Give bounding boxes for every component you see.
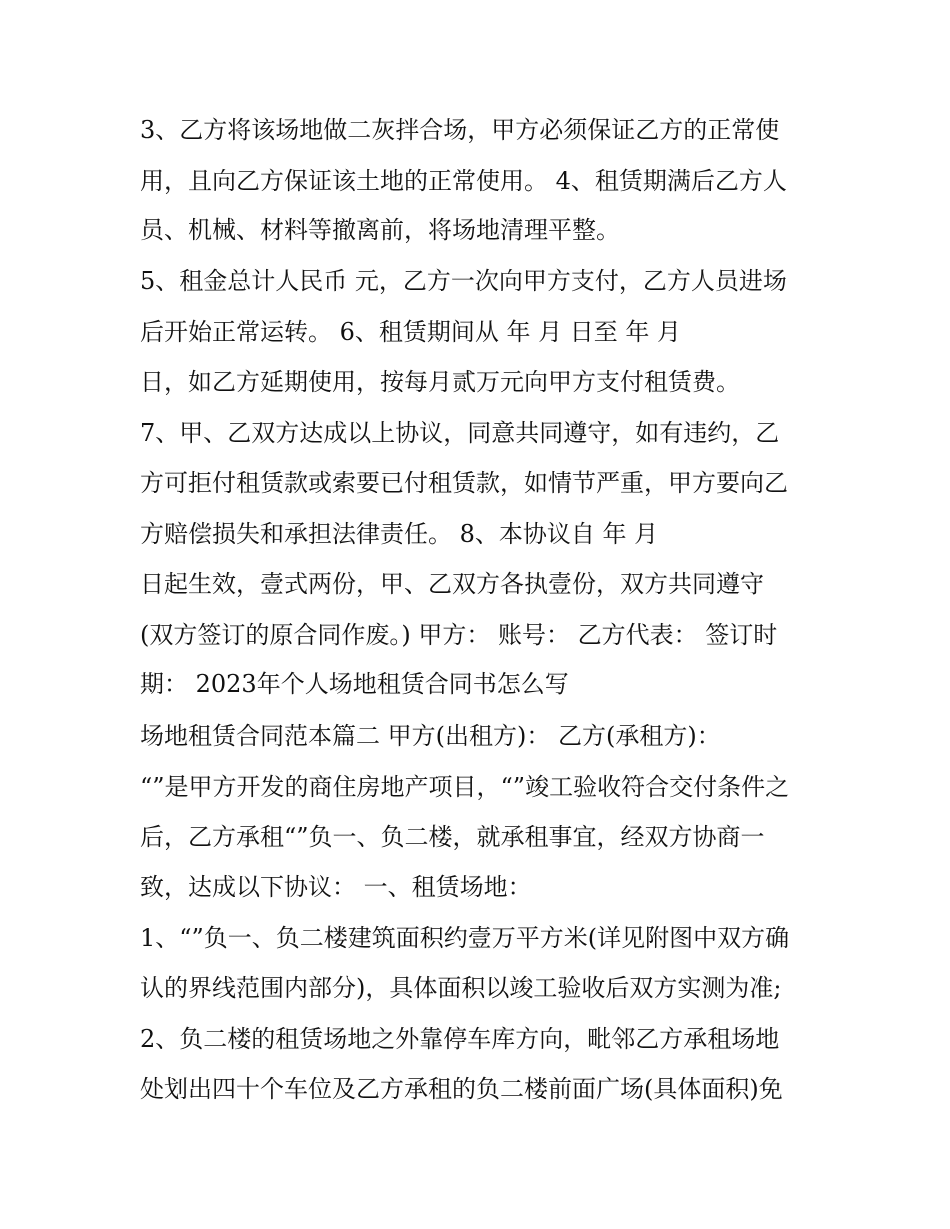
text-line: 3、乙方将该场地做二灰拌合场，甲方必须保证乙方的正常使 — [140, 116, 780, 144]
text-line: 5、租金总计人民币 元，乙方一次向甲方支付，乙方人员进场 — [140, 267, 787, 295]
text-line: 后，乙方承租“”负一、负二楼，就承租事宜，经双方协商一 — [140, 823, 765, 851]
text-line: 处划出四十个车位及乙方承租的负二楼前面广场(具体面积)免 — [140, 1075, 783, 1103]
text-line: 场地租赁合同范本篇二 甲方(出租方)： 乙方(承租方)： — [140, 722, 721, 750]
text-line: 期： 2023年个人场地租赁合同书怎么写 — [140, 670, 569, 698]
text-line: 日，如乙方延期使用，按每月贰万元向甲方支付租赁费。 — [140, 368, 740, 396]
text-line: 认的界线范围内部分)，具体面积以竣工验收后双方实测为准; — [140, 974, 782, 1002]
text-line: 后开始正常运转。 6、租赁期间从 年 月 日至 年 月 — [140, 318, 682, 346]
text-line: 方赔偿损失和承担法律责任。 8、本协议自 年 月 — [140, 520, 659, 548]
text-line: 致，达成以下协议： 一、租赁场地： — [140, 873, 532, 901]
text-line: “”是甲方开发的商住房地产项目，“”竣工验收符合交付条件之 — [140, 773, 790, 801]
text-line: 1、“”负一、负二楼建筑面积约壹万平方米(详见附图中双方确 — [140, 924, 790, 952]
text-line: 2、负二楼的租赁场地之外靠停车库方向，毗邻乙方承租场地 — [140, 1025, 780, 1053]
text-line: 用，且向乙方保证该土地的正常使用。 4、租赁期满后乙方人 — [140, 167, 787, 195]
text-line: 员、机械、材料等撤离前，将场地清理平整。 — [140, 216, 620, 244]
text-line: 日起生效，壹式两份，甲、乙双方各执壹份，双方共同遵守 — [140, 570, 764, 598]
text-line: 方可拒付租赁款或索要已付租赁款，如情节严重，甲方要向乙 — [140, 469, 788, 497]
text-line: (双方签订的原合同作废。) 甲方： 账号： 乙方代表： 签订时 — [140, 621, 778, 649]
text-line: 7、甲、乙双方达成以上协议，同意共同遵守，如有违约，乙 — [140, 419, 780, 447]
